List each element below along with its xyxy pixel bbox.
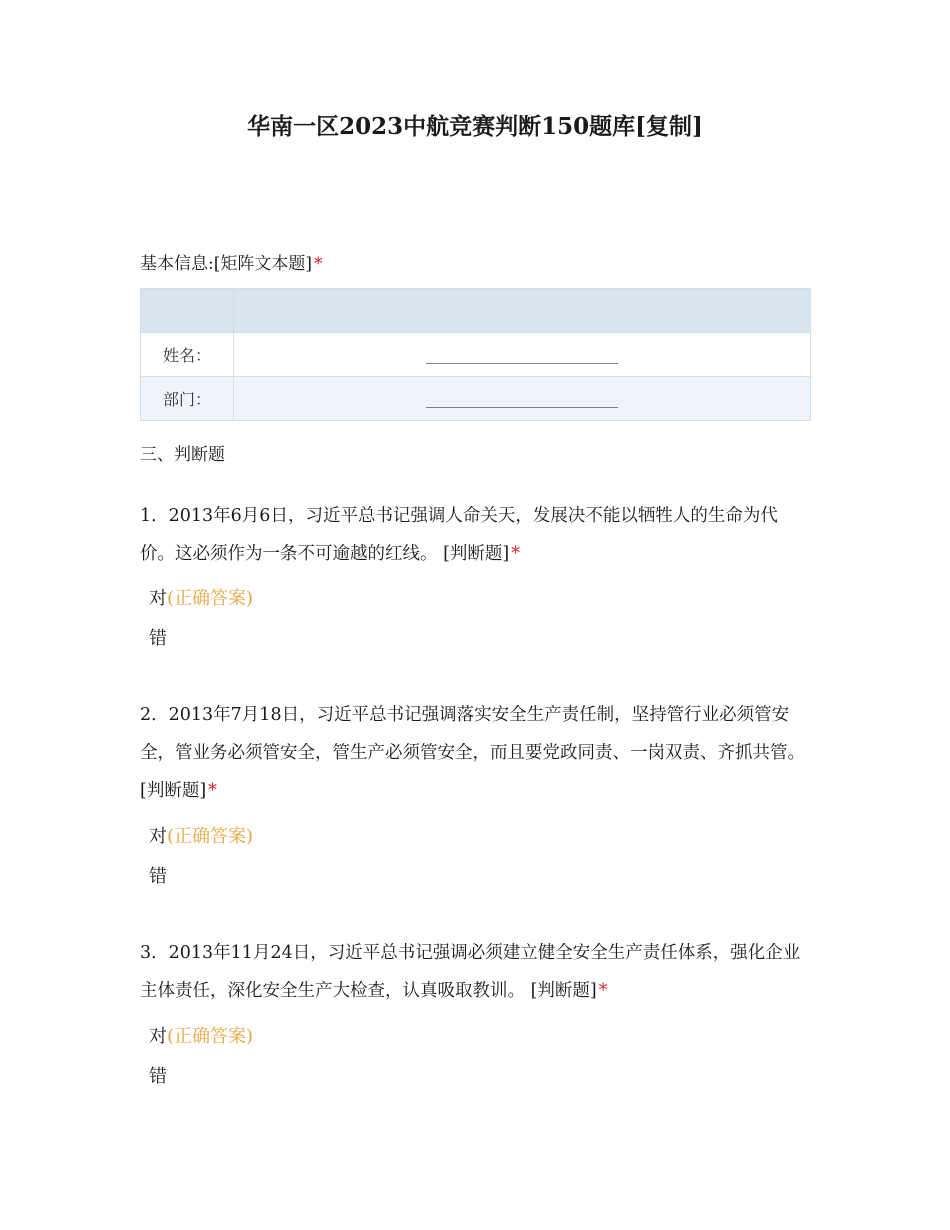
required-mark: * (511, 544, 520, 564)
department-input-blank[interactable]: ________________________ (234, 377, 811, 421)
basic-info-matrix (140, 288, 811, 421)
name-input-blank[interactable]: ________________________ (234, 333, 811, 377)
basic-info-type-tag: [矩阵文本题] (213, 254, 312, 274)
question-type-tag: [判断题] (530, 981, 597, 1001)
option-label: 错 (149, 866, 167, 887)
basic-info-heading (140, 253, 812, 275)
page-title: 华南一区2023中航竞赛判断150题库[复制] (247, 113, 703, 140)
basic-info-label: 基本信息: (140, 254, 214, 274)
q3-option-true[interactable] (149, 1025, 253, 1049)
matrix-header-row (141, 289, 811, 333)
question-type-tag: [判断题] (443, 544, 510, 564)
required-mark: * (314, 254, 323, 274)
question-type-tag: [判断题] (140, 781, 207, 801)
question-1 (140, 497, 812, 573)
q2-option-true[interactable] (149, 825, 253, 849)
option-label: 错 (149, 628, 167, 649)
q2-option-false[interactable] (149, 865, 167, 889)
option-label: 对 (149, 826, 167, 847)
matrix-row-department (141, 377, 811, 421)
q1-option-false[interactable] (149, 627, 167, 651)
required-mark: * (208, 781, 217, 801)
option-label: 对 (149, 1026, 167, 1047)
name-label: 姓名： (141, 333, 234, 377)
question-text: 1．2013年6月6日，习近平总书记强调人命关天，发展决不能以牺牲人的生命为代价。这必须作为一条不可逾越的红线。 (140, 506, 778, 564)
department-label: 部门： (141, 377, 234, 421)
question-text: 2．2013年7月18日，习近平总书记强调落实安全生产责任制，坚持管行业必须管安全，管业务必须管安全，管生产必须管安全，而且要党政同责、一岗双责、齐抓共管。 (140, 705, 805, 763)
question-3 (140, 934, 812, 1010)
section-heading: 三、判断题 (140, 445, 225, 465)
correct-answer-note: (正确答案) (167, 588, 254, 609)
question-text: 3．2013年11月24日，习近平总书记强调必须建立健全安全生产责任体系，强化企业主体责任，深化安全生产大检查，认真吸取教训。 (140, 943, 801, 1001)
question-2 (140, 696, 812, 810)
q3-option-false[interactable] (149, 1065, 167, 1089)
required-mark: * (598, 981, 608, 1001)
correct-answer-note: (正确答案) (167, 1026, 254, 1047)
correct-answer-note: (正确答案) (167, 826, 254, 847)
q1-option-true[interactable] (149, 587, 253, 611)
option-label: 对 (149, 588, 167, 609)
matrix-header-cell (141, 289, 234, 333)
matrix-header-cell (234, 289, 811, 333)
option-label: 错 (149, 1066, 167, 1087)
matrix-row-name (141, 333, 811, 377)
